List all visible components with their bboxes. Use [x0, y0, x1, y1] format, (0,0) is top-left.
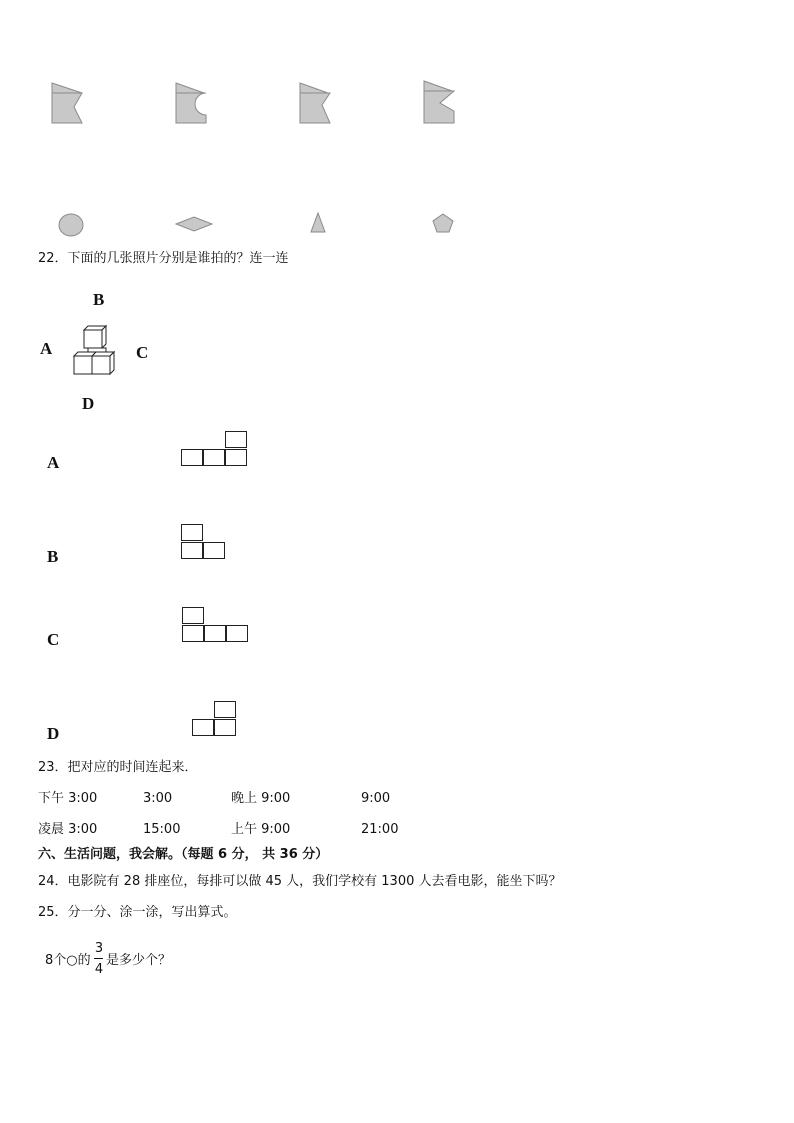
view-c-drawing [182, 607, 252, 647]
cut-paper-figures [40, 75, 480, 135]
triangle-shape [311, 213, 325, 232]
q23-row2-col4: 21:00 [361, 822, 399, 837]
direction-label-b: B [93, 290, 105, 309]
direction-label-a: A [40, 339, 53, 358]
q25-prefix: 8个○的 [45, 953, 91, 968]
view-a-drawing [181, 431, 251, 471]
q23-row2-col3: 上午 9:00 [231, 822, 291, 837]
q25-suffix: 是多少个？ [106, 953, 172, 968]
fraction-denominator: 4 [94, 962, 104, 977]
q23-text: 23．把对应的时间连起来． [38, 760, 198, 775]
q23-row1-col4: 9:00 [361, 791, 391, 806]
cut-figure-4 [424, 81, 454, 123]
photo-label-d: D [47, 724, 60, 743]
photo-label-c: C [47, 630, 60, 649]
q22-text: 22．下面的几张照片分别是谁拍的？连一连 [38, 251, 289, 266]
rhombus-shape [176, 217, 212, 231]
q23-row1-col2: 3:00 [143, 791, 173, 806]
pentagon-shape [433, 214, 453, 232]
fraction-numerator: 3 [94, 941, 104, 956]
q23-row2-col1: 凌晨 3:00 [38, 822, 98, 837]
circle-shape [59, 214, 83, 236]
fraction-bar [94, 958, 103, 959]
cut-figure-2 [176, 83, 206, 123]
q25-text: 25．分一分、涂一涂，写出算式。 [38, 905, 237, 920]
direction-label-c: C [136, 343, 149, 362]
photo-label-b: B [47, 547, 59, 566]
view-d-drawing [192, 701, 242, 741]
q24-text: 24．电影院有 28 排座位，每排可以做 45 人，我们学校有 1300 人去看电影，能坐下吗？ [38, 874, 562, 889]
direction-label-d: D [82, 394, 95, 413]
photo-label-a: A [47, 453, 60, 472]
q23-row1-col3: 晚上 9:00 [231, 791, 291, 806]
cut-figure-3 [300, 83, 330, 123]
section6-title: 六、生活问题，我会解。（每题 6 分， 共 36 分） [38, 847, 329, 862]
q23-row2-col2: 15:00 [143, 822, 181, 837]
view-b-drawing [181, 524, 231, 564]
q23-row1-col1: 下午 3:00 [38, 791, 98, 806]
cube-stack-drawing [70, 322, 122, 378]
plane-shapes-row [50, 208, 470, 242]
cut-figure-1 [52, 83, 82, 123]
